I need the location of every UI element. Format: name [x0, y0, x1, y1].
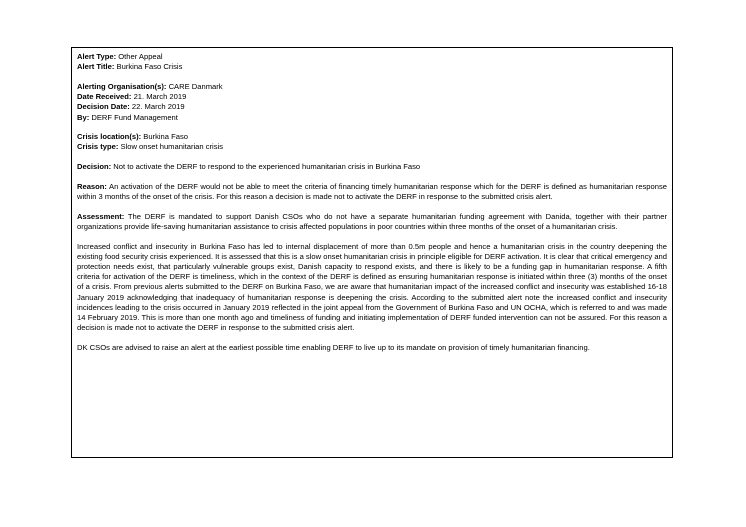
decision-document	[71, 47, 673, 458]
crisis-location-label: Crisis location(s):	[77, 132, 142, 142]
assessment-text: The DERF is mandated to support Danish CSOs who do not have a separate humanitarian funding agreement with Danida, together with their partner organizations provide life-saving humanitarian assistance to crisis affected populations in poor countries within three months of the onset of a humanitarian crisis.	[77, 211, 667, 231]
decision-paragraph	[77, 162, 667, 172]
decision-text: Not to activate the DERF to respond to the experienced humanitarian crisis in Burkina Faso	[111, 162, 421, 172]
assessment-paragraph	[77, 212, 667, 232]
crisis-section	[77, 132, 667, 152]
org-value: CARE Danmark	[166, 81, 223, 91]
alert-type-label: Alert Type:	[77, 52, 117, 61]
crisis-location-value: Burkina Faso	[141, 132, 188, 142]
reason-paragraph	[77, 182, 667, 202]
date-received-label: Date Received:	[77, 92, 132, 102]
crisis-type-value: Slow onset humanitarian crisis	[118, 142, 224, 152]
org-label: Alerting Organisation(s):	[77, 81, 167, 91]
alert-type-value: Other Appeal	[116, 52, 163, 61]
date-received-line	[77, 92, 667, 102]
date-received-value: 21. March 2019	[131, 92, 187, 102]
by-line	[77, 113, 667, 123]
closing-paragraph: DK CSOs are advised to raise an alert at the earliest possible time enabling DERF to live up to its mandate on provision of timely humanitarian financing.	[77, 342, 590, 352]
by-value: DERF Fund Management	[89, 112, 178, 122]
alert-type-line	[77, 52, 667, 62]
decision-date-label: Decision Date:	[77, 102, 130, 112]
by-label: By:	[77, 112, 90, 122]
reason-text: An activation of the DERF would not be able to meet the criteria of financing timely humanitarian response which for the DERF is defined as humanitarian response within 3 months of the onset of the crisis. For this reason a decision is made not to activate the DERF in response to the submitted crisis alert.	[77, 181, 667, 202]
reason-label: Reason:	[77, 181, 107, 191]
crisis-location-line	[77, 132, 667, 142]
decision-label: Decision:	[77, 162, 112, 172]
org-line	[77, 82, 667, 92]
alert-title-label: Alert Title:	[77, 62, 115, 72]
crisis-type-label: Crisis type:	[77, 142, 119, 152]
crisis-type-line	[77, 142, 667, 152]
alert-title-line	[77, 62, 667, 72]
decision-date-line	[77, 102, 667, 112]
decision-date-value: 22. March 2019	[129, 102, 185, 112]
alert-section	[77, 52, 667, 72]
assessment-label: Assessment:	[77, 211, 125, 221]
body-paragraph: Increased conflict and insecurity in Burkina Faso has led to internal displacement of more than 0.5m people and hence a humanitarian crisis in the country deepening the existing food security crisis experienced. It is assessed that this is a slow onset humanitarian crisis in principle eligible for DERF activation. It is clear that critical emergency and protection needs exist, that particularly vulnerable groups exist, Danish capacity to respond exists, and there is likely to be a funding gap in humanitarian response. A fifth criteria for activation of the DERF is timeliness, which in the context of the DERF is defined as ensuring humanitarian response is initiated within three (3) months of the onset of a crisis. From previous alerts submitted to the DERF on Burkina Faso, we are aware that humanitarian impact of the increased conflict and insecurity was established 16-18 January 2019 acknowledging that inadequacy of humanitarian response is deepening the crisis. According to the submitted alert note the increased conflict and insecurity incidences leading to the crisis occurred in January 2019 reflected in the joint appeal from the Government of Burkina Faso and UN OCHA, which is referred to and was made 14 February 2019. This is more than one month ago and timeliness of funding and initiating implementation of DERF funded intervention can not be assured. For this reason a decision is made not to activate the DERF in response to the submitted crisis alert.	[77, 241, 667, 333]
meta-section	[77, 82, 667, 123]
alert-title-value: Burkina Faso Crisis	[114, 62, 183, 72]
